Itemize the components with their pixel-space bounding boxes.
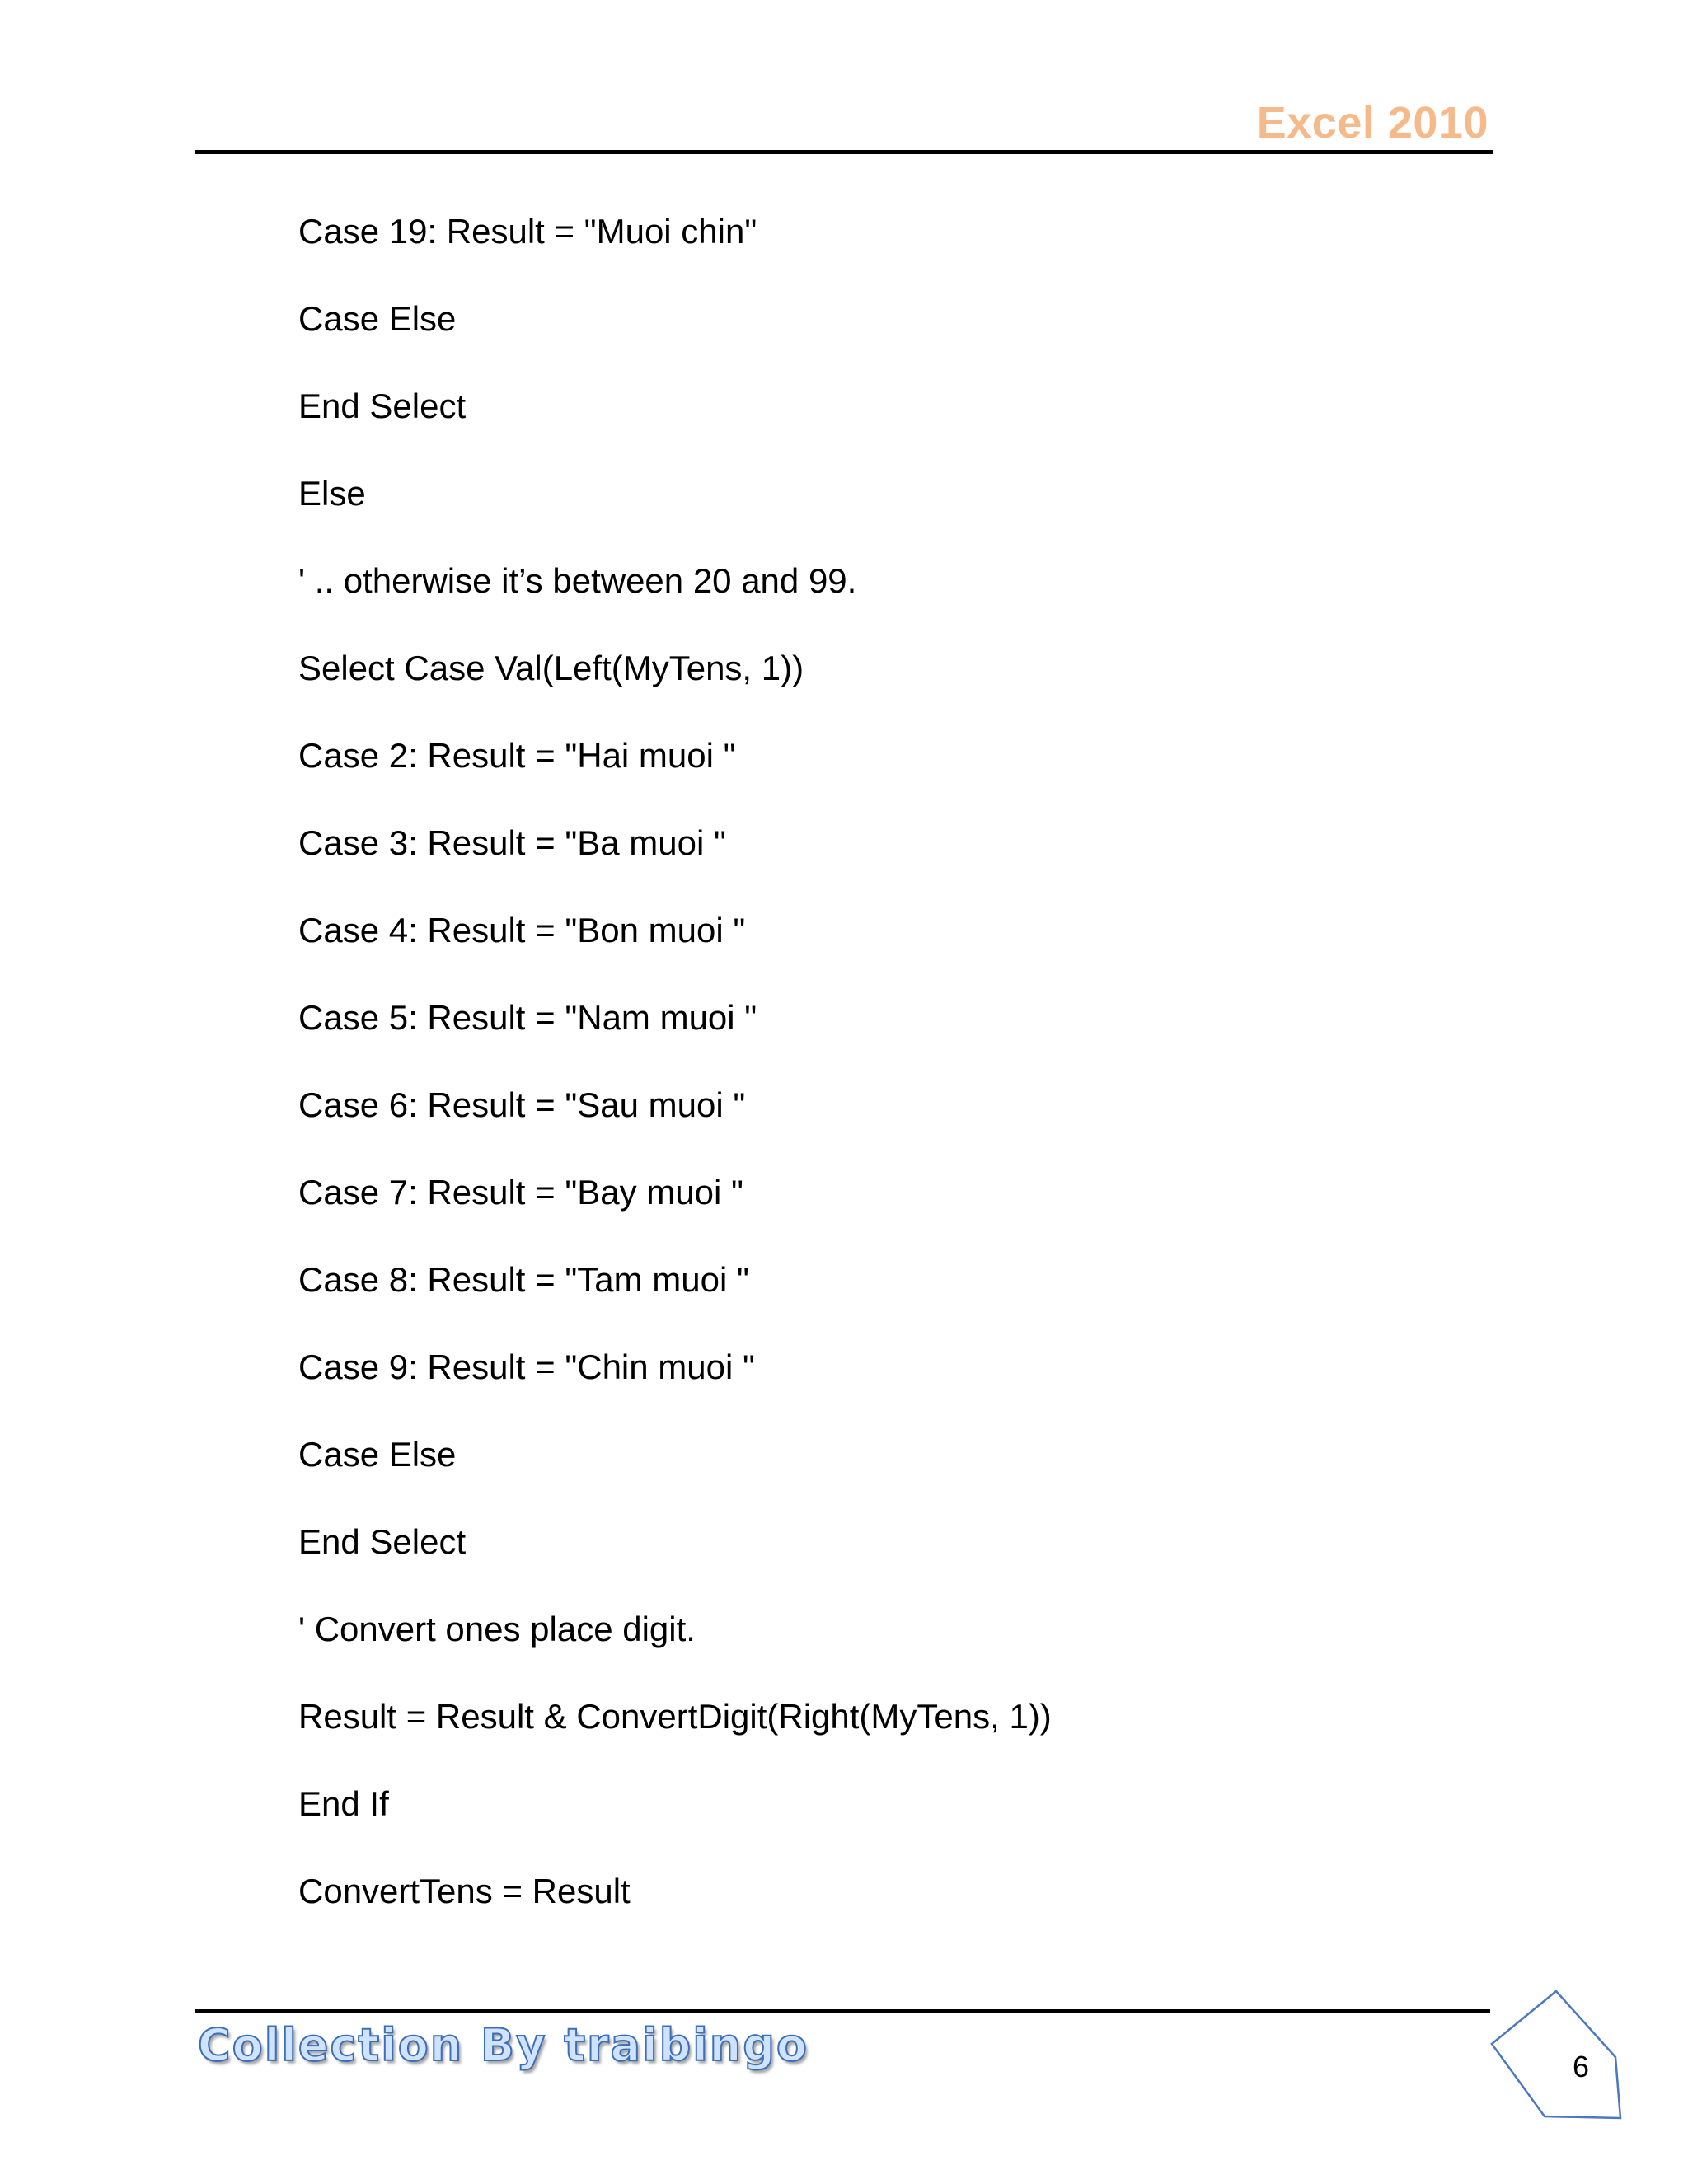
code-line: ' .. otherwise it’s between 20 and 99.	[298, 561, 857, 600]
code-line: End Select	[298, 1522, 467, 1561]
code-line: Case 19: Result = "Muoi chin"	[298, 212, 757, 251]
code-line: Case Else	[298, 1435, 457, 1474]
footer-brand: Collection By traibingo	[198, 2019, 809, 2071]
code-line: Result = Result & ConvertDigit(Right(MyTens, 1))	[298, 1697, 1052, 1736]
code-line: Case 7: Result = "Bay muoi "	[298, 1173, 743, 1212]
code-line: Case 5: Result = "Nam muoi "	[298, 998, 757, 1037]
code-line: Case 4: Result = "Bon muoi "	[298, 911, 746, 949]
code-line: Case 8: Result = "Tam muoi "	[298, 1260, 749, 1299]
code-line: Select Case Val(Left(MyTens, 1))	[298, 649, 804, 687]
code-line: Case 3: Result = "Ba muoi "	[298, 823, 726, 862]
code-line: Case Else	[298, 299, 457, 338]
page-number: 6	[1572, 2050, 1590, 2083]
code-line: Case 2: Result = "Hai muoi "	[298, 736, 736, 775]
header-rule	[195, 150, 1493, 154]
code-line: ConvertTens = Result	[298, 1872, 631, 1910]
code-line: Case 9: Result = "Chin muoi "	[298, 1347, 755, 1386]
code-line: End If	[298, 1784, 389, 1823]
code-listing	[298, 201, 1535, 1948]
code-line: Case 6: Result = "Sau muoi "	[298, 1085, 746, 1124]
code-line: ' Convert ones place digit.	[298, 1610, 696, 1648]
header-title: Excel 2010	[1256, 98, 1489, 148]
footer-rule	[195, 2009, 1490, 2013]
code-line: Else	[298, 474, 366, 513]
code-line: End Select	[298, 387, 467, 425]
